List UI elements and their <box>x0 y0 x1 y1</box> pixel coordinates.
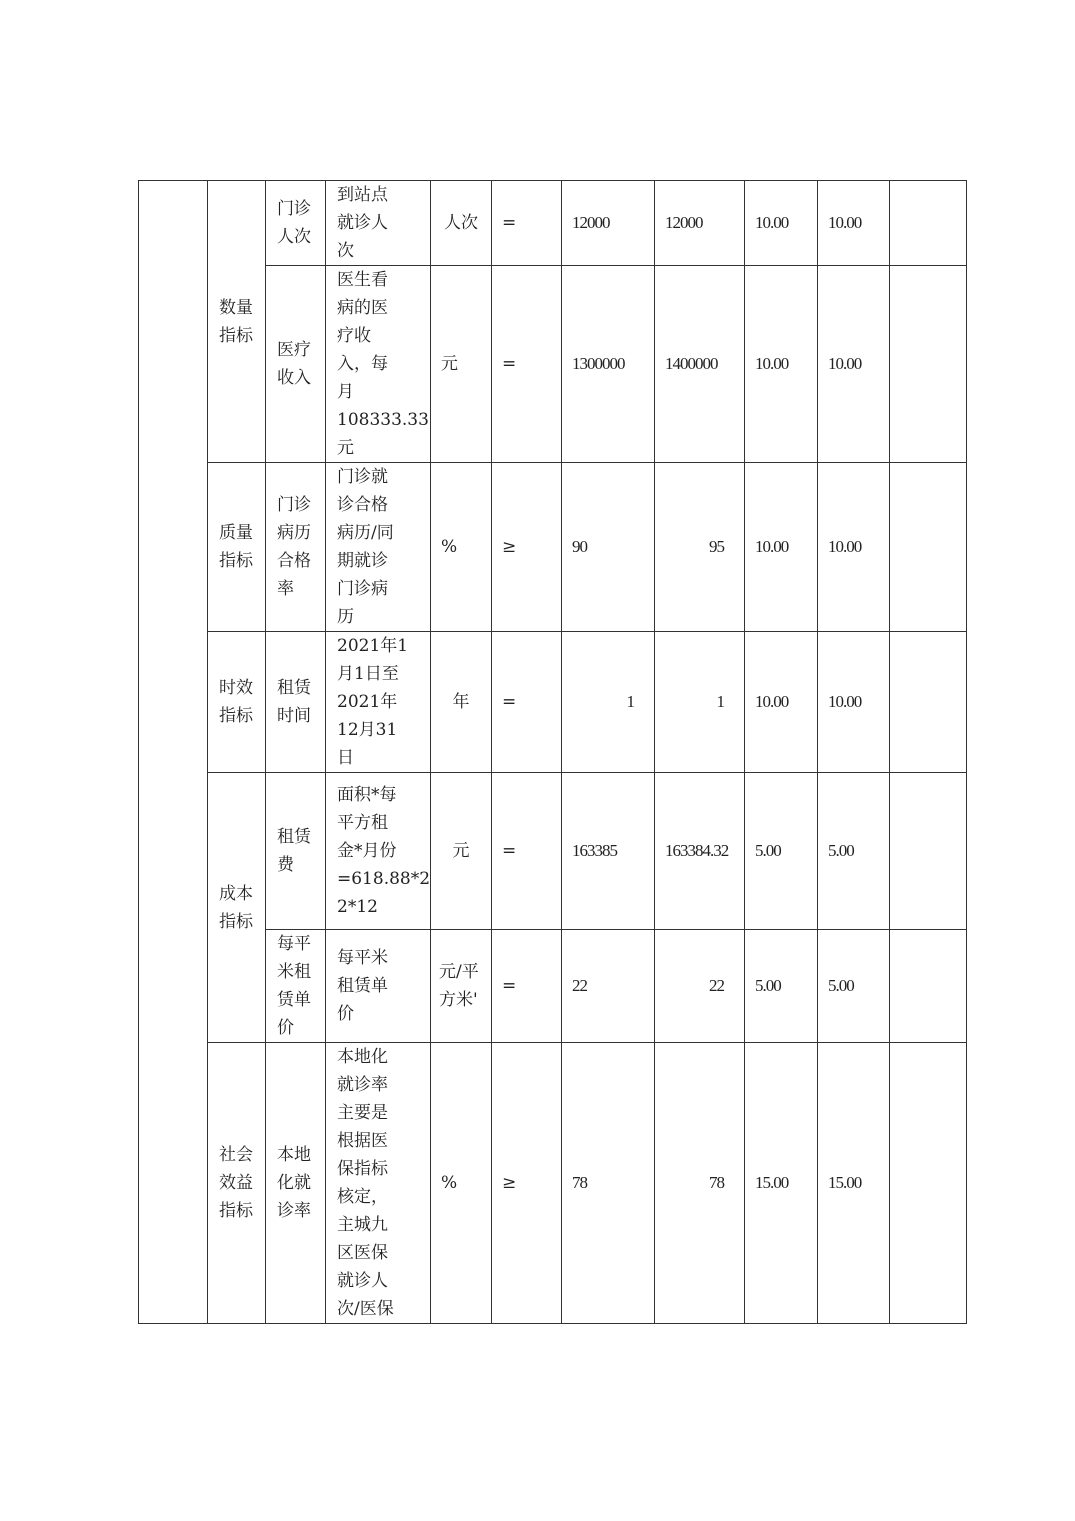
unit-cell: 元 <box>431 773 492 930</box>
operator-cell: ≥ <box>492 1043 562 1324</box>
indicator-desc-cell: 到站点 就诊人 次 <box>326 181 431 266</box>
weight-cell: 5.00 <box>745 773 818 930</box>
operator-cell: = <box>492 632 562 773</box>
category-cell: 成本 指标 <box>208 773 266 1043</box>
score-cell: 5.00 <box>818 773 890 930</box>
table-row <box>139 773 967 930</box>
level-one-blank-cell <box>139 181 208 1324</box>
indicator-desc-cell: 面积*每 平方租 金*月份 =618.88*2 2*12 <box>326 773 431 930</box>
category-cell: 数量 指标 <box>208 181 266 463</box>
indicator-desc-cell: 门诊就 诊合格 病历/同 期就诊 门诊病 历 <box>326 463 431 632</box>
remark-cell <box>890 930 967 1043</box>
remark-cell <box>890 181 967 266</box>
score-cell: 10.00 <box>818 632 890 773</box>
performance-indicator-table <box>138 180 967 1324</box>
indicator-name-cell: 本地 化就 诊率 <box>266 1043 326 1324</box>
weight-cell: 10.00 <box>745 266 818 463</box>
indicator-desc-cell: 医生看 病的医 疗收 入，每 月 108333.33 元 <box>326 266 431 463</box>
table-row <box>139 1043 967 1324</box>
table-row <box>139 463 967 632</box>
score-cell: 10.00 <box>818 266 890 463</box>
unit-cell: % <box>431 1043 492 1324</box>
table-row <box>139 181 967 266</box>
score-cell: 10.00 <box>818 463 890 632</box>
actual-value-cell: 95 <box>655 463 745 632</box>
operator-cell: = <box>492 181 562 266</box>
weight-cell: 10.00 <box>745 181 818 266</box>
unit-cell: 元 <box>431 266 492 463</box>
indicator-desc-cell: 2021年1 月1日至 2021年 12月31 日 <box>326 632 431 773</box>
table-row <box>139 632 967 773</box>
target-value-cell: 22 <box>562 930 655 1043</box>
indicator-desc-cell: 本地化 就诊率 主要是 根据医 保指标 核定， 主城九 区医保 就诊人 次/医保 <box>326 1043 431 1324</box>
target-value-cell: 1 <box>562 632 655 773</box>
score-cell: 15.00 <box>818 1043 890 1324</box>
indicator-name-cell: 租赁 费 <box>266 773 326 930</box>
indicator-desc-cell: 每平米 租赁单 价 <box>326 930 431 1043</box>
unit-cell: % <box>431 463 492 632</box>
indicator-name-cell: 医疗 收入 <box>266 266 326 463</box>
unit-cell: 年 <box>431 632 492 773</box>
unit-cell: 人次 <box>431 181 492 266</box>
operator-cell: = <box>492 930 562 1043</box>
unit-cell: 元/平 方米' <box>431 930 492 1043</box>
score-cell: 5.00 <box>818 930 890 1043</box>
actual-value-cell: 12000 <box>655 181 745 266</box>
remark-cell <box>890 1043 967 1324</box>
target-value-cell: 12000 <box>562 181 655 266</box>
weight-cell: 10.00 <box>745 632 818 773</box>
weight-cell: 5.00 <box>745 930 818 1043</box>
remark-cell <box>890 632 967 773</box>
actual-value-cell: 22 <box>655 930 745 1043</box>
indicator-name-cell: 门诊 人次 <box>266 181 326 266</box>
actual-value-cell: 1 <box>655 632 745 773</box>
operator-cell: = <box>492 773 562 930</box>
actual-value-cell: 1400000 <box>655 266 745 463</box>
remark-cell <box>890 773 967 930</box>
indicator-name-cell: 门诊 病历 合格 率 <box>266 463 326 632</box>
operator-cell: ≥ <box>492 463 562 632</box>
weight-cell: 10.00 <box>745 463 818 632</box>
target-value-cell: 90 <box>562 463 655 632</box>
actual-value-cell: 163384.32 <box>655 773 745 930</box>
score-cell: 10.00 <box>818 181 890 266</box>
indicator-name-cell: 每平 米租 赁单 价 <box>266 930 326 1043</box>
remark-cell <box>890 463 967 632</box>
actual-value-cell: 78 <box>655 1043 745 1324</box>
indicator-name-cell: 租赁 时间 <box>266 632 326 773</box>
category-cell: 质量 指标 <box>208 463 266 632</box>
operator-cell: = <box>492 266 562 463</box>
target-value-cell: 78 <box>562 1043 655 1324</box>
target-value-cell: 163385 <box>562 773 655 930</box>
target-value-cell: 1300000 <box>562 266 655 463</box>
category-cell: 社会 效益 指标 <box>208 1043 266 1324</box>
weight-cell: 15.00 <box>745 1043 818 1324</box>
remark-cell <box>890 266 967 463</box>
category-cell: 时效 指标 <box>208 632 266 773</box>
